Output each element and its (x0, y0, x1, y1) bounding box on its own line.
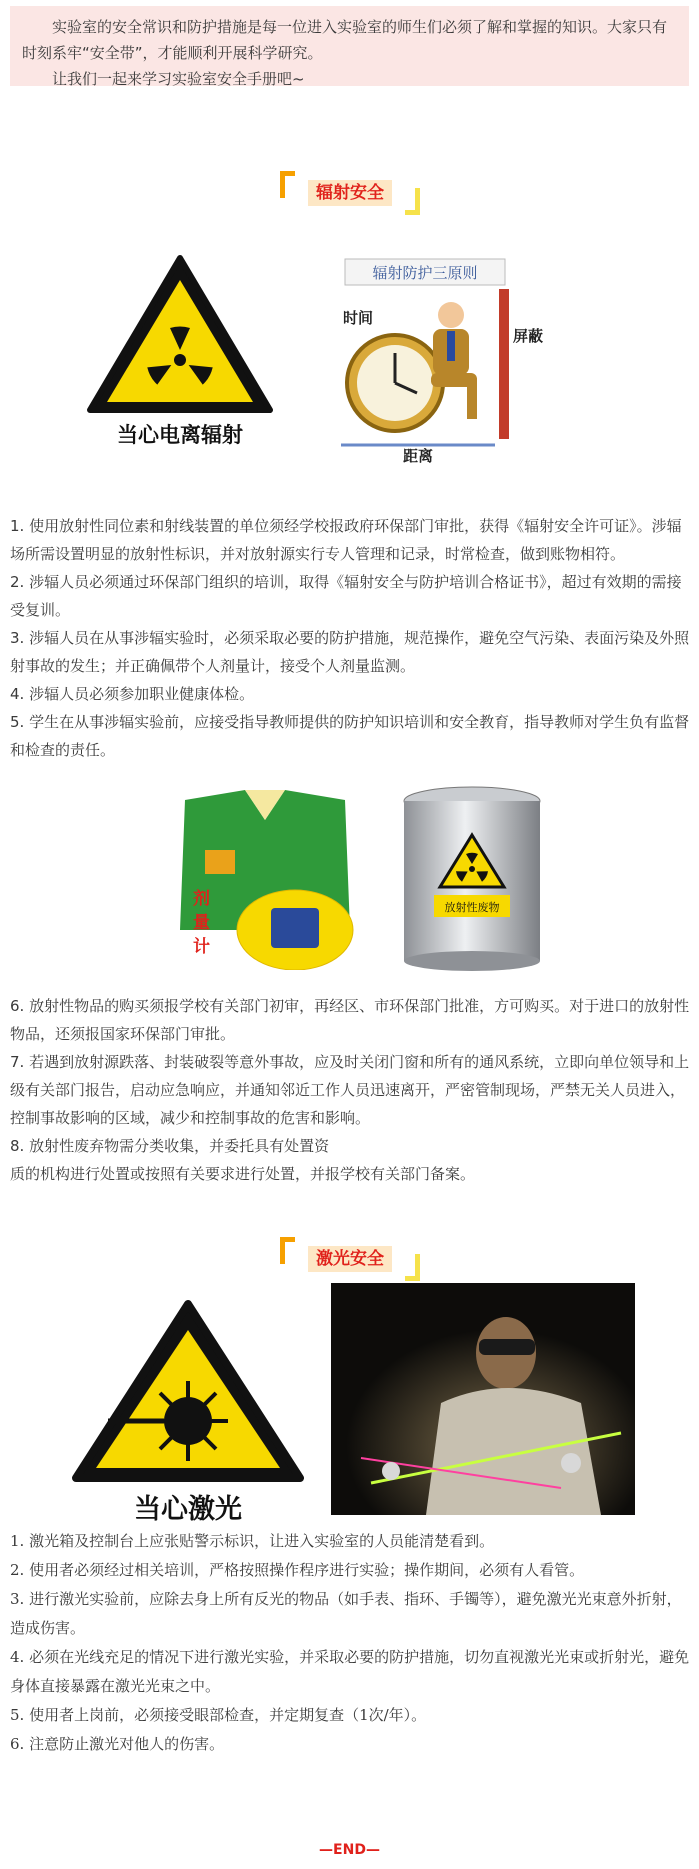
radiation-rules-b (10, 992, 693, 1188)
rule-item: 6. 放射性物品的购买须报学校有关部门初审，再经区、市环保部门批准，方可购买。对于进口的放射性物品，还须报国家环保部门审批。 (10, 997, 690, 1043)
radiation-warning-sign (85, 250, 275, 450)
laser-rule-item: 5. 使用者上岗前，必须接受眼部检查，并定期复查（1次/年）。 (10, 1706, 427, 1724)
radiation-section-title (280, 171, 420, 215)
principle-distance-label: 距离 (403, 447, 434, 463)
radiation-title-label: 辐射安全 (308, 180, 392, 206)
shield-wall (499, 289, 509, 439)
rule-item: 1. 使用放射性同位素和射线装置的单位须经学校报政府环保部门审批，获得《辐射安全许可证》。涉辐场所需设置明显的放射性标识，并对放射源实行专人管理和记录，时常检查，做到账物相符。 (10, 517, 682, 563)
rule-item: 5. 学生在从事涉辐实验前，应接受指导教师提供的防护知识培训和安全教育，指导教师对学生负有监督和检查的责任。 (10, 713, 690, 759)
radiation-sign-caption: 当心电离辐射 (117, 423, 243, 447)
end-marker: —END— (319, 1842, 380, 1858)
laser-rule-item: 2. 使用者必须经过相关培训，严格按照操作程序进行实验；操作期间，必须有人看管。 (10, 1561, 585, 1579)
clock-icon (347, 335, 443, 431)
intro-text: 实验室的安全常识和防护措施是每一位进入实验室的师生们必须了解和掌握的知识。大家只有时刻系牢“安全带”，才能顺利开展科学研究。 (22, 18, 668, 62)
laser-warning-sign (68, 1296, 308, 1526)
dosimeter-label-2: 量 (193, 913, 210, 933)
principles-title: 辐射防护三原则 (372, 264, 478, 282)
principle-shield-label: 屏蔽 (513, 327, 543, 345)
radioactive-waste-barrel (392, 783, 552, 973)
rule-item: 3. 涉辐人员在从事涉辐实验时，必须采取必要的防护措施，规范操作，避免空气污染、表面污染及外照射事故的发生；并正确佩带个人剂量计，接受个人剂量监测。 (10, 629, 690, 675)
laser-lab-photo (331, 1283, 635, 1515)
intro-invite: 让我们一起来学习实验室安全手册吧~ (52, 70, 305, 88)
waste-label: 放射性废物 (444, 901, 500, 914)
laser-rule-item: 3. 进行激光实验前，应除去身上所有反光的物品（如手表、指环、手镯等），避免激光光束意外折射，造成伤害。 (10, 1590, 682, 1637)
laser-section-title (280, 1237, 420, 1281)
dosimeter-illustration (175, 790, 355, 970)
rule-item: 4. 涉辐人员必须参加职业健康体检。 (10, 685, 255, 703)
laser-title-label: 激光安全 (308, 1246, 392, 1272)
rule-item: 2. 涉辐人员必须通过环保部门组织的培训，取得《辐射安全与防护培训合格证书》，超过有效期的需接受复训。 (10, 573, 682, 619)
radiation-rules-a (10, 512, 693, 764)
intro-box (10, 6, 689, 86)
principle-time-label: 时间 (343, 309, 374, 327)
laser-sign-caption: 当心激光 (134, 1494, 242, 1525)
laser-rule-item: 1. 激光箱及控制台上应张贴警示标识，让进入实验室的人员能清楚看到。 (10, 1532, 495, 1550)
dosimeter-label-3: 计 (193, 937, 210, 957)
laser-rule-item: 4. 必须在光线充足的情况下进行激光实验，并采取必要的防护措施，切勿直视激光光束或折射光，避免身体直接暴露在激光光束之中。 (10, 1648, 690, 1695)
rule-item: 8. 放射性废弃物需分类收集，并委托具有处置资 (10, 1137, 330, 1155)
rule-item: 质的机构进行处置或按照有关要求进行处置，并报学校有关部门备案。 (10, 1165, 476, 1183)
radiation-principles-illustration (333, 253, 543, 463)
laser-rule-item: 6. 注意防止激光对他人的伤害。 (10, 1735, 225, 1753)
dosimeter-label-1: 剂 (193, 889, 210, 909)
rule-item: 7. 若遇到放射源跌落、封装破裂等意外事故，应及时关闭门窗和所有的通风系统，立即向单位领导和上级有关部门报告，启动应急响应，并通知邻近工作人员迅速离开，严密管制现场，严禁无关人员进入，控制事故影响的区域，减少和控制事故的危害和影响。 (10, 1053, 690, 1127)
dosimeter-device-icon (271, 908, 319, 948)
laser-rules (10, 1527, 693, 1759)
